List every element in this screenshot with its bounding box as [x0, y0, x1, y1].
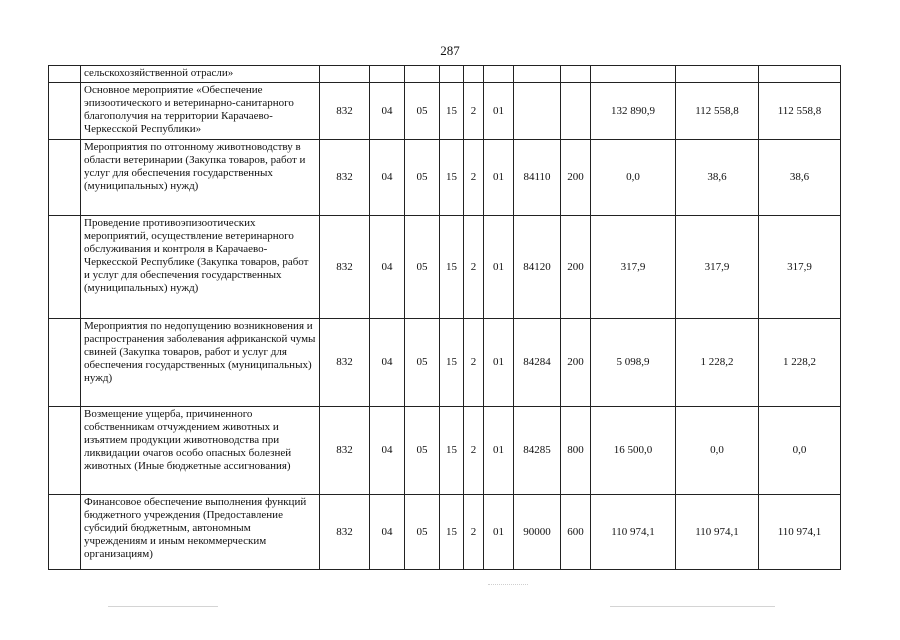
cs2-cell: 2	[464, 495, 484, 570]
description-cell: Мероприятия по отгонному животноводству в области ветеринарии (Закупка товаров, работ и услуг для обеспечения государственных (муниципальных) нужд)	[81, 140, 320, 216]
description-cell: Мероприятия по недопущению возникновения и распространения заболевания африканской чумы свиней (Закупка товаров, работ и услуг для обеспечения государственных (муниципальных) нужд)	[81, 319, 320, 407]
cs3-cell: 01	[484, 140, 514, 216]
y1-cell: 317,9	[591, 216, 676, 319]
rz-cell	[370, 66, 405, 83]
cs4-cell: 84285	[514, 407, 561, 495]
cs2-cell: 2	[464, 319, 484, 407]
cs1-cell: 15	[440, 83, 464, 140]
rz-cell: 04	[370, 216, 405, 319]
y1-cell: 110 974,1	[591, 495, 676, 570]
budget-table	[48, 65, 841, 570]
y3-cell	[759, 66, 841, 83]
y3-cell: 110 974,1	[759, 495, 841, 570]
pr-cell: 05	[405, 407, 440, 495]
y1-cell: 5 098,9	[591, 319, 676, 407]
y1-cell: 16 500,0	[591, 407, 676, 495]
row-number-cell	[49, 407, 81, 495]
pr-cell: 05	[405, 495, 440, 570]
cs1-cell	[440, 66, 464, 83]
description-cell: Основное мероприятие «Обеспечение эпизоотического и ветеринарно-санитарного благополучия на территории Карачаево-Черкесской Республики»	[81, 83, 320, 140]
cs2-cell: 2	[464, 216, 484, 319]
cs3-cell: 01	[484, 216, 514, 319]
rz-cell: 04	[370, 140, 405, 216]
y2-cell: 317,9	[676, 216, 759, 319]
row-number-cell	[49, 319, 81, 407]
pr-cell: 05	[405, 83, 440, 140]
vr-cell: 200	[561, 319, 591, 407]
cs3-cell	[484, 66, 514, 83]
rz-cell: 04	[370, 495, 405, 570]
y1-cell: 132 890,9	[591, 83, 676, 140]
gr-cell: 832	[320, 495, 370, 570]
vr-cell: 200	[561, 216, 591, 319]
pr-cell	[405, 66, 440, 83]
table-row	[49, 83, 841, 140]
y3-cell: 1 228,2	[759, 319, 841, 407]
pr-cell: 05	[405, 140, 440, 216]
footer-rule-right	[610, 606, 775, 607]
gr-cell: 832	[320, 407, 370, 495]
cs2-cell	[464, 66, 484, 83]
table-row	[49, 140, 841, 216]
row-number-cell	[49, 66, 81, 83]
description-cell: Проведение противоэпизоотических мероприятий, осуществление ветеринарного обслуживания и контроля в Карачаево-Черкесской Республике (Закупка товаров, работ и услуг для обеспечения государственных (муниципальных) нужд)	[81, 216, 320, 319]
cs1-cell: 15	[440, 495, 464, 570]
cs2-cell: 2	[464, 83, 484, 140]
row-number-cell	[49, 83, 81, 140]
gr-cell: 832	[320, 140, 370, 216]
row-number-cell	[49, 495, 81, 570]
cs4-cell: 84110	[514, 140, 561, 216]
y2-cell: 112 558,8	[676, 83, 759, 140]
y2-cell	[676, 66, 759, 83]
gr-cell	[320, 66, 370, 83]
vr-cell	[561, 83, 591, 140]
cs4-cell: 84284	[514, 319, 561, 407]
vr-cell: 600	[561, 495, 591, 570]
rz-cell: 04	[370, 407, 405, 495]
y2-cell: 0,0	[676, 407, 759, 495]
y3-cell: 317,9	[759, 216, 841, 319]
vr-cell: 800	[561, 407, 591, 495]
pr-cell: 05	[405, 319, 440, 407]
cs4-cell	[514, 66, 561, 83]
cs1-cell: 15	[440, 140, 464, 216]
cs4-cell: 90000	[514, 495, 561, 570]
cs2-cell: 2	[464, 140, 484, 216]
rz-cell: 04	[370, 319, 405, 407]
gr-cell: 832	[320, 319, 370, 407]
rz-cell: 04	[370, 83, 405, 140]
cs3-cell: 01	[484, 407, 514, 495]
y2-cell: 38,6	[676, 140, 759, 216]
page-number: 287	[440, 43, 460, 58]
cs3-cell: 01	[484, 495, 514, 570]
y3-cell: 0,0	[759, 407, 841, 495]
scan-mark	[488, 584, 528, 585]
cs1-cell: 15	[440, 319, 464, 407]
cs4-cell: 84120	[514, 216, 561, 319]
y1-cell: 0,0	[591, 140, 676, 216]
table-row	[49, 66, 841, 83]
cs3-cell: 01	[484, 83, 514, 140]
table-row	[49, 319, 841, 407]
cs1-cell: 15	[440, 407, 464, 495]
pr-cell: 05	[405, 216, 440, 319]
cs1-cell: 15	[440, 216, 464, 319]
vr-cell	[561, 66, 591, 83]
gr-cell: 832	[320, 83, 370, 140]
cs2-cell: 2	[464, 407, 484, 495]
cs4-cell	[514, 83, 561, 140]
vr-cell: 200	[561, 140, 591, 216]
table-row	[49, 216, 841, 319]
y2-cell: 1 228,2	[676, 319, 759, 407]
cs3-cell: 01	[484, 319, 514, 407]
footer-rule-left	[108, 606, 218, 607]
y3-cell: 38,6	[759, 140, 841, 216]
row-number-cell	[49, 216, 81, 319]
description-cell: Финансовое обеспечение выполнения функций бюджетного учреждения (Предоставление субсидий бюджетным, автономным учреждениям и иным некоммерческим организациям)	[81, 495, 320, 570]
y3-cell: 112 558,8	[759, 83, 841, 140]
table-row	[49, 495, 841, 570]
gr-cell: 832	[320, 216, 370, 319]
y1-cell	[591, 66, 676, 83]
description-cell: сельскохозяйственной отрасли»	[81, 66, 320, 83]
y2-cell: 110 974,1	[676, 495, 759, 570]
description-cell: Возмещение ущерба, причиненного собственникам отчуждением животных и изъятием продукции животноводства при ликвидации очагов особо опасных болезней животных (Иные бюджетные ассигнования)	[81, 407, 320, 495]
table-row	[49, 407, 841, 495]
row-number-cell	[49, 140, 81, 216]
